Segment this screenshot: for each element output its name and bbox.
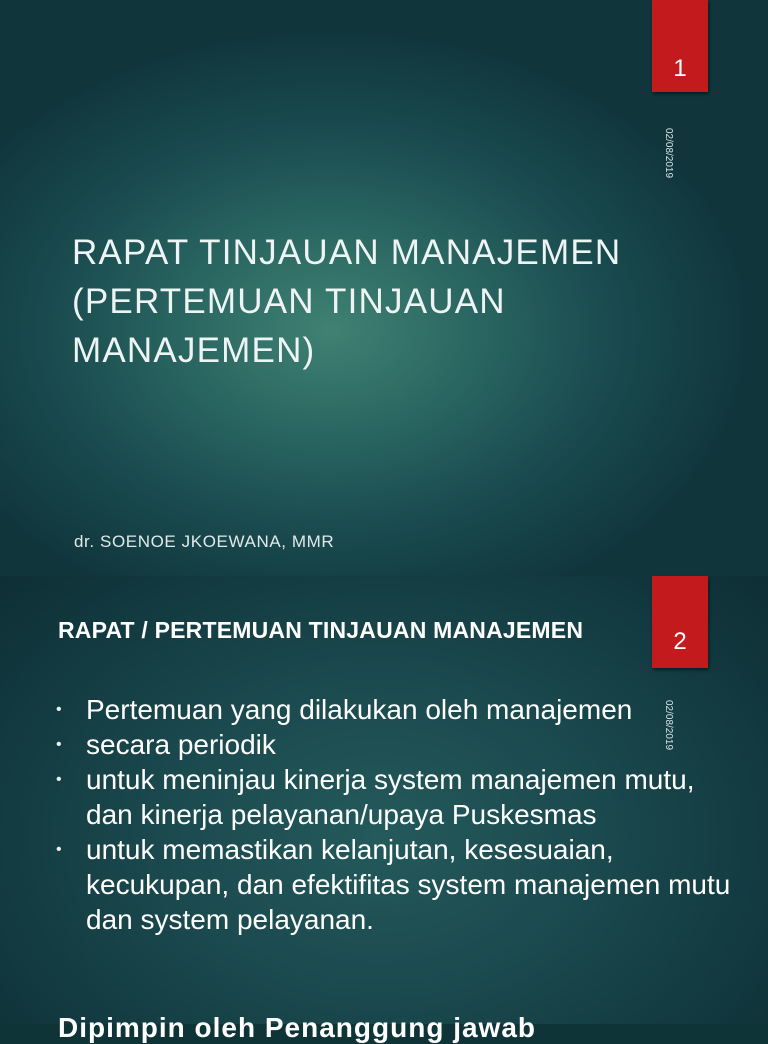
cut-off-line: Dipimpin oleh Penanggung jawab (58, 1012, 537, 1043)
slide-number: 1 (673, 55, 687, 82)
bullet-dot-icon: • (56, 736, 62, 753)
slide-number-badge (652, 0, 708, 92)
bullet-item (56, 832, 736, 937)
slide-author: dr. SOENOE JKOEWANA, MMR (74, 532, 335, 551)
slide-date: 02/08/2019 (663, 700, 674, 751)
slide-heading: RAPAT / PERTEMUAN TINJAUAN MANAJEMEN (58, 617, 584, 643)
bullet-text: Pertemuan yang dilakukan oleh manajemen (86, 694, 633, 725)
bullet-dot-icon: • (56, 841, 62, 858)
bullet-text: untuk meninjau kinerja system manajemen mutu, dan kinerja pelayanan/upaya Puskesmas (86, 764, 695, 830)
slide-date: 02/08/2019 (663, 128, 674, 179)
bullet-item (56, 692, 736, 727)
bullet-item (56, 727, 736, 762)
bullet-text: untuk memastikan kelanjutan, kesesuaian, kecukupan, dan efektifitas system manajemen mutu dan system pelayanan. (86, 834, 731, 935)
bullet-dot-icon: • (56, 771, 62, 788)
bullet-list (56, 692, 736, 937)
bullet-text: secara periodik (86, 729, 276, 760)
slide-number: 2 (673, 628, 687, 655)
bullet-item (56, 762, 736, 832)
slide-2 (0, 576, 768, 1043)
bullet-dot-icon: • (56, 701, 62, 718)
slide-title: RAPAT TINJAUAN MANAJEMEN (PERTEMUAN TINJAUAN MANAJEMEN) (72, 233, 622, 370)
slide-number-badge (652, 576, 708, 668)
